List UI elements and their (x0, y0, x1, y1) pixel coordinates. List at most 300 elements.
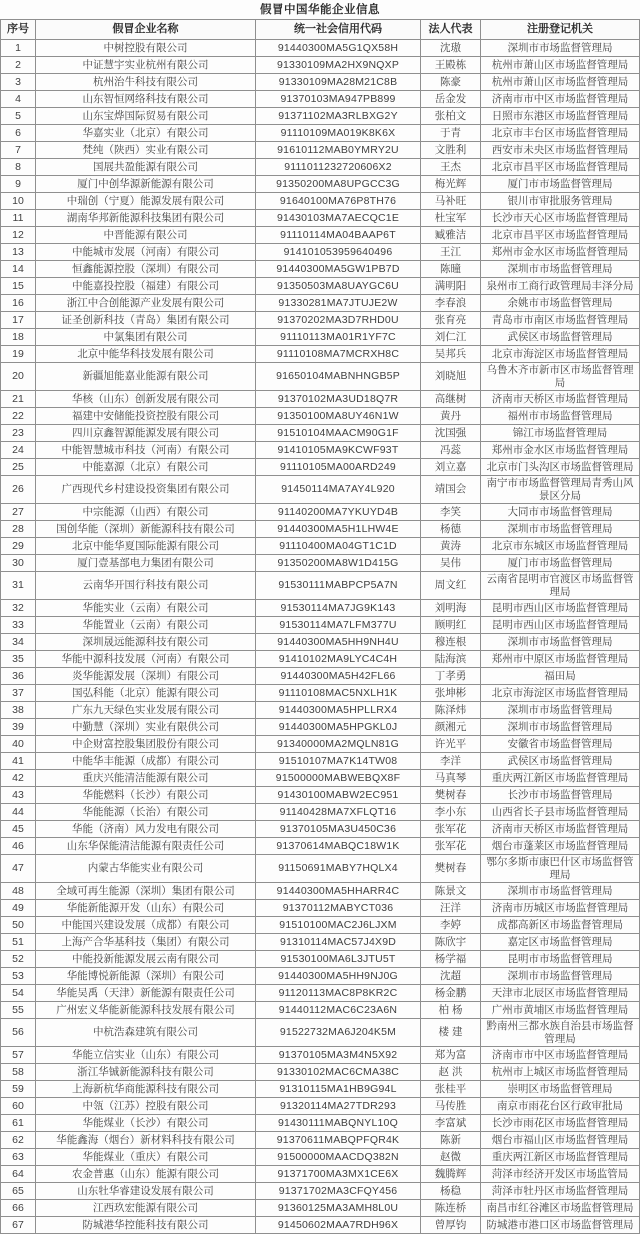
table-row (1, 408, 640, 425)
legal-rep: 王杰 (421, 159, 481, 176)
table-row (1, 572, 640, 600)
registration-authority: 杭州市上城区市场监督管理局 (481, 1064, 640, 1081)
company-name: 中晋能源有限公司 (36, 227, 256, 244)
credit-code: 91430103MA7AECQC1E (256, 210, 421, 227)
registration-authority: 杭州市萧山区市场监督管理局 (481, 74, 640, 91)
company-name: 梵纯（陕西）实业有限公司 (36, 142, 256, 159)
company-name: 广东九天绿色实业发展有限公司 (36, 702, 256, 719)
credit-code: 91330109MA2HX9NQXP (256, 57, 421, 74)
legal-rep: 刘明海 (421, 600, 481, 617)
legal-rep: 冯蕊 (421, 442, 481, 459)
credit-code: 91370614MABQC18W1K (256, 838, 421, 855)
credit-code: 91330281MA7JTUJE2W (256, 295, 421, 312)
row-number: 64 (1, 1166, 36, 1183)
registration-authority: 乌鲁木齐市新市区市场监督管理局 (481, 363, 640, 391)
row-number: 33 (1, 617, 36, 634)
company-name: 广州宏义华能新能源科技发展有限公司 (36, 1002, 256, 1019)
table-row (1, 1115, 640, 1132)
credit-code: 91370102MA3UD18Q7R (256, 391, 421, 408)
table-row (1, 1183, 640, 1200)
company-name: 华能能源（长治）有限公司 (36, 804, 256, 821)
credit-code: 91440112MAC6C23A6N (256, 1002, 421, 1019)
company-name: 新疆旭能嘉业能源有限公司 (36, 363, 256, 391)
registration-authority: 南昌市红谷滩区市场监督管理局 (481, 1200, 640, 1217)
company-name: 华嘉实业（北京）有限公司 (36, 125, 256, 142)
company-name: 中瑞创（宁夏）能源发展有限公司 (36, 193, 256, 210)
credit-code: 91640100MA76P8TH76 (256, 193, 421, 210)
registration-authority: 长沙市天心区市场监督管理局 (481, 210, 640, 227)
legal-rep: 张坤彬 (421, 685, 481, 702)
registration-authority: 济南市历城区市场监督管理局 (481, 900, 640, 917)
table-row (1, 1132, 640, 1149)
company-name: 北京中能华科技发展有限公司 (36, 346, 256, 363)
company-name: 中氯集团有限公司 (36, 329, 256, 346)
credit-code: 91330102MAC6CMA38C (256, 1064, 421, 1081)
company-name: 国创华能（深圳）新能源科技有限公司 (36, 521, 256, 538)
table-row (1, 668, 640, 685)
legal-rep: 杨学福 (421, 951, 481, 968)
credit-code: 91150691MABY7HQLX4 (256, 855, 421, 883)
table-row (1, 651, 640, 668)
table-row (1, 227, 640, 244)
legal-rep: 樊树春 (421, 787, 481, 804)
table-row (1, 719, 640, 736)
registration-authority: 杭州市萧山区市场监督管理局 (481, 57, 640, 74)
registration-authority: 云南省昆明市官渡区市场监督管理局 (481, 572, 640, 600)
credit-code: 91440300MA5GW1PB7D (256, 261, 421, 278)
row-number: 2 (1, 57, 36, 74)
registration-authority: 北京市昌平区市场监督管理局 (481, 159, 640, 176)
legal-rep: 马真琴 (421, 770, 481, 787)
company-name: 中能华丰能源（成都）有限公司 (36, 753, 256, 770)
company-name: 国弘科能（北京）能源有限公司 (36, 685, 256, 702)
table-row (1, 91, 640, 108)
legal-rep: 张军花 (421, 838, 481, 855)
table-row (1, 363, 640, 391)
registration-authority: 深圳市市场监督管理局 (481, 968, 640, 985)
credit-code: 914101053959640496 (256, 244, 421, 261)
row-number: 11 (1, 210, 36, 227)
table-row (1, 176, 640, 193)
table-row (1, 917, 640, 934)
row-number: 7 (1, 142, 36, 159)
row-number: 6 (1, 125, 36, 142)
credit-code: 91371702MA3CFQY456 (256, 1183, 421, 1200)
registration-authority: 嘉定区市场监督管理局 (481, 934, 640, 951)
row-number: 63 (1, 1149, 36, 1166)
credit-code: 91500000MAACDQ382N (256, 1149, 421, 1166)
registration-authority: 深圳市市场监督管理局 (481, 702, 640, 719)
registration-authority: 深圳市市场监督管理局 (481, 261, 640, 278)
header-credit-code: 统一社会信用代码 (256, 20, 421, 40)
legal-rep: 郑为富 (421, 1047, 481, 1064)
registration-authority: 烟台市蓬莱区市场监督管理局 (481, 838, 640, 855)
company-name: 山东智恒网络科技有限公司 (36, 91, 256, 108)
row-number: 17 (1, 312, 36, 329)
registration-authority: 北京市东城区市场监督管理局 (481, 538, 640, 555)
registration-authority: 北京市丰台区市场监督管理局 (481, 125, 640, 142)
credit-code: 91440300MA5HH9NJ0G (256, 968, 421, 985)
row-number: 15 (1, 278, 36, 295)
credit-code: 91522732MA6J204K5M (256, 1019, 421, 1047)
row-number: 22 (1, 408, 36, 425)
company-name: 厦门中创华源新能源有限公司 (36, 176, 256, 193)
credit-code: 91500000MABWEBQX8F (256, 770, 421, 787)
legal-rep: 李笑 (421, 504, 481, 521)
company-name: 杭州治牛科技有限公司 (36, 74, 256, 91)
registration-authority: 烟台市福山区市场监督管理局 (481, 1132, 640, 1149)
legal-rep: 陈曈 (421, 261, 481, 278)
row-number: 23 (1, 425, 36, 442)
credit-code: 91440300MA5G1QX58H (256, 40, 421, 57)
row-number: 20 (1, 363, 36, 391)
legal-rep: 李婷 (421, 917, 481, 934)
legal-rep: 樊树春 (421, 855, 481, 883)
row-number: 44 (1, 804, 36, 821)
company-name: 中勤慧（深圳）实业有限供公司 (36, 719, 256, 736)
row-number: 67 (1, 1217, 36, 1234)
company-name: 山东牡华睿建设发展有限公司 (36, 1183, 256, 1200)
fake-companies-table (0, 19, 640, 1234)
registration-authority: 厦门市市场监督管理局 (481, 176, 640, 193)
credit-code: 91510100MAC2J6LJXM (256, 917, 421, 934)
registration-authority: 郑州市金水区市场监督管理局 (481, 442, 640, 459)
row-number: 48 (1, 883, 36, 900)
legal-rep: 沈国强 (421, 425, 481, 442)
registration-authority: 广州市黄埔区市场监督管理局 (481, 1002, 640, 1019)
table-row (1, 193, 640, 210)
table-header-row (1, 20, 640, 40)
table-row (1, 442, 640, 459)
registration-authority: 北京市昌平区市场监督管理局 (481, 227, 640, 244)
table-row (1, 883, 640, 900)
legal-rep: 黄涛 (421, 538, 481, 555)
legal-rep: 丁孝勇 (421, 668, 481, 685)
legal-rep: 陈景文 (421, 883, 481, 900)
registration-authority: 大同市市场监督管理局 (481, 504, 640, 521)
company-name: 重庆兴能清洁能源有限公司 (36, 770, 256, 787)
registration-authority: 武侯区市场监督管理局 (481, 753, 640, 770)
table-row (1, 108, 640, 125)
credit-code: 91450602MAA7RDH96X (256, 1217, 421, 1234)
table-row (1, 329, 640, 346)
table-row (1, 1081, 640, 1098)
legal-rep: 王殿栋 (421, 57, 481, 74)
registration-authority: 深圳市市场监督管理局 (481, 521, 640, 538)
table-row (1, 57, 640, 74)
row-number: 35 (1, 651, 36, 668)
legal-rep: 张育亮 (421, 312, 481, 329)
table-row (1, 346, 640, 363)
company-name: 中宗能源（山西）有限公司 (36, 504, 256, 521)
row-number: 34 (1, 634, 36, 651)
legal-rep: 李洋 (421, 753, 481, 770)
company-name: 广西现代乡村建设投资集团有限公司 (36, 476, 256, 504)
legal-rep: 杨德 (421, 521, 481, 538)
company-name: 华能煤业（长沙）有限公司 (36, 1115, 256, 1132)
table-row (1, 476, 640, 504)
registration-authority: 重庆两江新区市场监督管理局 (481, 770, 640, 787)
registration-authority: 昆明市西山区市场监督管理局 (481, 617, 640, 634)
table-row (1, 425, 640, 442)
table-row (1, 244, 640, 261)
row-number: 54 (1, 985, 36, 1002)
header-row-number: 序号 (1, 20, 36, 40)
registration-authority: 南京市雨花台区行政审批局 (481, 1098, 640, 1115)
company-name: 中能智慧城市科技（河南）有限公司 (36, 442, 256, 459)
registration-authority: 青岛市市南区市场监督管理局 (481, 312, 640, 329)
table-row (1, 600, 640, 617)
credit-code: 91410105MA9KCWF93T (256, 442, 421, 459)
company-name: 中杭浩森建筑有限公司 (36, 1019, 256, 1047)
legal-rep: 颜湘元 (421, 719, 481, 736)
legal-rep: 刘仁江 (421, 329, 481, 346)
registration-authority: 防城港市港口区市场监督管理局 (481, 1217, 640, 1234)
table-row (1, 142, 640, 159)
legal-rep: 杜宝军 (421, 210, 481, 227)
company-name: 厦门壹基部电力集团有限公司 (36, 555, 256, 572)
registration-authority: 崇明区市场监督管理局 (481, 1081, 640, 1098)
row-number: 16 (1, 295, 36, 312)
registration-authority: 福州市市场监督管理局 (481, 408, 640, 425)
row-number: 28 (1, 521, 36, 538)
table-row (1, 74, 640, 91)
table-row (1, 787, 640, 804)
row-number: 59 (1, 1081, 36, 1098)
company-name: 山东华保能清洁能源有限责任公司 (36, 838, 256, 855)
company-name: 中瓴（江苏）控股有限公司 (36, 1098, 256, 1115)
credit-code: 91440300MA5HHARR4C (256, 883, 421, 900)
legal-rep: 魏腾辉 (421, 1166, 481, 1183)
credit-code: 91530100MA6L3JTU5T (256, 951, 421, 968)
credit-code: 91450114MA7AY4L920 (256, 476, 421, 504)
legal-rep: 沈璈 (421, 40, 481, 57)
header-registration-authority: 注册登记机关 (481, 20, 640, 40)
row-number: 26 (1, 476, 36, 504)
legal-rep: 杨金鹏 (421, 985, 481, 1002)
legal-rep: 汪洋 (421, 900, 481, 917)
registration-authority: 北京市海淀区市场监督管理局 (481, 685, 640, 702)
row-number: 65 (1, 1183, 36, 1200)
table-row (1, 159, 640, 176)
company-name: 防城港华控能科技有限公司 (36, 1217, 256, 1234)
registration-authority: 菏泽市经济开发区市场监管局 (481, 1166, 640, 1183)
legal-rep: 沈超 (421, 968, 481, 985)
registration-authority: 深圳市市场监督管理局 (481, 719, 640, 736)
registration-authority: 银川市审批服务管理局 (481, 193, 640, 210)
registration-authority: 厦门市市场监督管理局 (481, 555, 640, 572)
credit-code: 91110105MA00ARD249 (256, 459, 421, 476)
registration-authority: 深圳市市场监督管理局 (481, 883, 640, 900)
company-name: 全域可再生能源（深圳）集团有限公司 (36, 883, 256, 900)
company-name: 浙江中合创能源产业发展有限公司 (36, 295, 256, 312)
table-row (1, 821, 640, 838)
row-number: 37 (1, 685, 36, 702)
credit-code: 91350503MA8UAYGC6U (256, 278, 421, 295)
row-number: 66 (1, 1200, 36, 1217)
credit-code: 91110108MAC5NXLH1K (256, 685, 421, 702)
credit-code: 91370105MA3M4N5X92 (256, 1047, 421, 1064)
credit-code: 91440300MA5HPLLRX4 (256, 702, 421, 719)
company-name: 华能燃料（长沙）有限公司 (36, 787, 256, 804)
row-number: 5 (1, 108, 36, 125)
legal-rep: 陆海滨 (421, 651, 481, 668)
registration-authority: 济南市市中区市场监督管理局 (481, 91, 640, 108)
credit-code: 91650104MABNHNGB5P (256, 363, 421, 391)
legal-rep: 张柏文 (421, 108, 481, 125)
company-name: 中能嘉投控股（福建）有限公司 (36, 278, 256, 295)
row-number: 24 (1, 442, 36, 459)
registration-authority: 余姚市市场监督管理局 (481, 295, 640, 312)
legal-rep: 周文红 (421, 572, 481, 600)
credit-code: 91371700MA3MX1CE6X (256, 1166, 421, 1183)
company-name: 恒鑫能源控股（深圳）有限公司 (36, 261, 256, 278)
table-row (1, 40, 640, 57)
table-row (1, 934, 640, 951)
row-number: 10 (1, 193, 36, 210)
company-name: 四川京鑫智源能源发展有限公司 (36, 425, 256, 442)
credit-code: 91430100MABW2EC951 (256, 787, 421, 804)
table-row (1, 459, 640, 476)
registration-authority: 鄂尔多斯市康巴什区市场监督管理局 (481, 855, 640, 883)
credit-code: 91530111MABPCP5A7N (256, 572, 421, 600)
company-name: 深圳晟远能源科技有限公司 (36, 634, 256, 651)
table-row (1, 125, 640, 142)
page-title: 假冒中国华能企业信息 (260, 4, 380, 16)
legal-rep: 赵微 (421, 1149, 481, 1166)
company-name: 华能吴禹（天津）新能源有限责任公司 (36, 985, 256, 1002)
table-row (1, 900, 640, 917)
table-row (1, 1019, 640, 1047)
legal-rep: 陈新 (421, 1132, 481, 1149)
company-name: 华能置业（云南）有限公司 (36, 617, 256, 634)
registration-authority: 深圳市市场监督管理局 (481, 40, 640, 57)
row-number: 57 (1, 1047, 36, 1064)
row-number: 53 (1, 968, 36, 985)
credit-code: 91370202MA3D7RHD0U (256, 312, 421, 329)
registration-authority: 成都高新区市场监督管理局 (481, 917, 640, 934)
registration-authority: 郑州市金水区市场监督管理局 (481, 244, 640, 261)
table-row (1, 951, 640, 968)
credit-code: 91440300MA5HH9NH4U (256, 634, 421, 651)
credit-code: 91370112MABYCT036 (256, 900, 421, 917)
row-number: 13 (1, 244, 36, 261)
company-name: 华能实业（云南）有限公司 (36, 600, 256, 617)
legal-rep: 柏 杨 (421, 1002, 481, 1019)
company-name: 江西玖宏能源有限公司 (36, 1200, 256, 1217)
legal-rep: 赵 洪 (421, 1064, 481, 1081)
company-name: 福建中安储能投资控股有限公司 (36, 408, 256, 425)
registration-authority: 郑州市中原区市场监督管理局 (481, 651, 640, 668)
row-number: 60 (1, 1098, 36, 1115)
legal-rep: 曾厚钧 (421, 1217, 481, 1234)
row-number: 55 (1, 1002, 36, 1019)
registration-authority: 长沙市雨花区市场监督管理局 (481, 1115, 640, 1132)
registration-authority: 泉州市工商行政管理局丰泽分局 (481, 278, 640, 295)
credit-code: 91610112MAB0YMRY2U (256, 142, 421, 159)
legal-rep: 高继树 (421, 391, 481, 408)
credit-code: 91360125MA3AMH8L0U (256, 1200, 421, 1217)
registration-authority: 济南市天桥区市场监督管理局 (481, 821, 640, 838)
registration-authority: 菏泽市牡丹区市场监督管理局 (481, 1183, 640, 1200)
row-number: 38 (1, 702, 36, 719)
credit-code: 91510104MAACM90G1F (256, 425, 421, 442)
registration-authority: 日照市东港区市场监督管理局 (481, 108, 640, 125)
credit-code: 91530114MA7JG9K143 (256, 600, 421, 617)
table-row (1, 804, 640, 821)
credit-code: 9111011232720606X2 (256, 159, 421, 176)
credit-code: 91410102MA9LYC4C4H (256, 651, 421, 668)
credit-code: 91120113MAC8P8KR2C (256, 985, 421, 1002)
row-number: 30 (1, 555, 36, 572)
company-name: 华能博悦新能源（深圳）有限公司 (36, 968, 256, 985)
row-number: 9 (1, 176, 36, 193)
legal-rep: 杨稳 (421, 1183, 481, 1200)
credit-code: 91371102MA3RLBXG2Y (256, 108, 421, 125)
company-name: 华能（济南）风力发电有限公司 (36, 821, 256, 838)
row-number: 25 (1, 459, 36, 476)
table-row (1, 278, 640, 295)
row-number: 19 (1, 346, 36, 363)
credit-code: 91110400MA04GT1C1D (256, 538, 421, 555)
table-row (1, 1002, 640, 1019)
legal-rep: 许光平 (421, 736, 481, 753)
table-row (1, 634, 640, 651)
registration-authority: 武侯区市场监督管理局 (481, 329, 640, 346)
row-number: 46 (1, 838, 36, 855)
table-row (1, 968, 640, 985)
row-number: 42 (1, 770, 36, 787)
credit-code: 91350100MA8UY46N1W (256, 408, 421, 425)
table-row (1, 770, 640, 787)
legal-rep: 文胜利 (421, 142, 481, 159)
row-number: 61 (1, 1115, 36, 1132)
row-number: 62 (1, 1132, 36, 1149)
row-number: 45 (1, 821, 36, 838)
company-name: 浙江华铖新能源科技有限公司 (36, 1064, 256, 1081)
registration-authority: 安徽省市场监督管理局 (481, 736, 640, 753)
credit-code: 91440300MA5H42FL66 (256, 668, 421, 685)
legal-rep: 吴邦兵 (421, 346, 481, 363)
legal-rep: 马补旺 (421, 193, 481, 210)
registration-authority: 锦江市场监督管理局 (481, 425, 640, 442)
row-number: 21 (1, 391, 36, 408)
header-company-name: 假冒企业名称 (36, 20, 256, 40)
company-name: 华能中源科技发展（河南）有限公司 (36, 651, 256, 668)
company-name: 中能城市发展（河南）有限公司 (36, 244, 256, 261)
company-name: 华能煤业（重庆）有限公司 (36, 1149, 256, 1166)
table-row (1, 855, 640, 883)
table-row (1, 617, 640, 634)
company-name: 中树控股有限公司 (36, 40, 256, 57)
company-name: 国展共盈能源有限公司 (36, 159, 256, 176)
legal-rep: 张军花 (421, 821, 481, 838)
credit-code: 91370611MABQPFQR4K (256, 1132, 421, 1149)
row-number: 14 (1, 261, 36, 278)
legal-rep: 李富斌 (421, 1115, 481, 1132)
table-row (1, 555, 640, 572)
table-row (1, 295, 640, 312)
company-name: 云南华开国行科技有限公司 (36, 572, 256, 600)
credit-code: 91370105MA3U450C36 (256, 821, 421, 838)
credit-code: 91430111MABQNYL10Q (256, 1115, 421, 1132)
row-number: 58 (1, 1064, 36, 1081)
credit-code: 91110114MA04BAAP6T (256, 227, 421, 244)
company-name: 华能鑫海（烟台）新材料科技有限公司 (36, 1132, 256, 1149)
row-number: 31 (1, 572, 36, 600)
company-name: 内蒙古华能实业有限公司 (36, 855, 256, 883)
legal-rep: 岳金发 (421, 91, 481, 108)
